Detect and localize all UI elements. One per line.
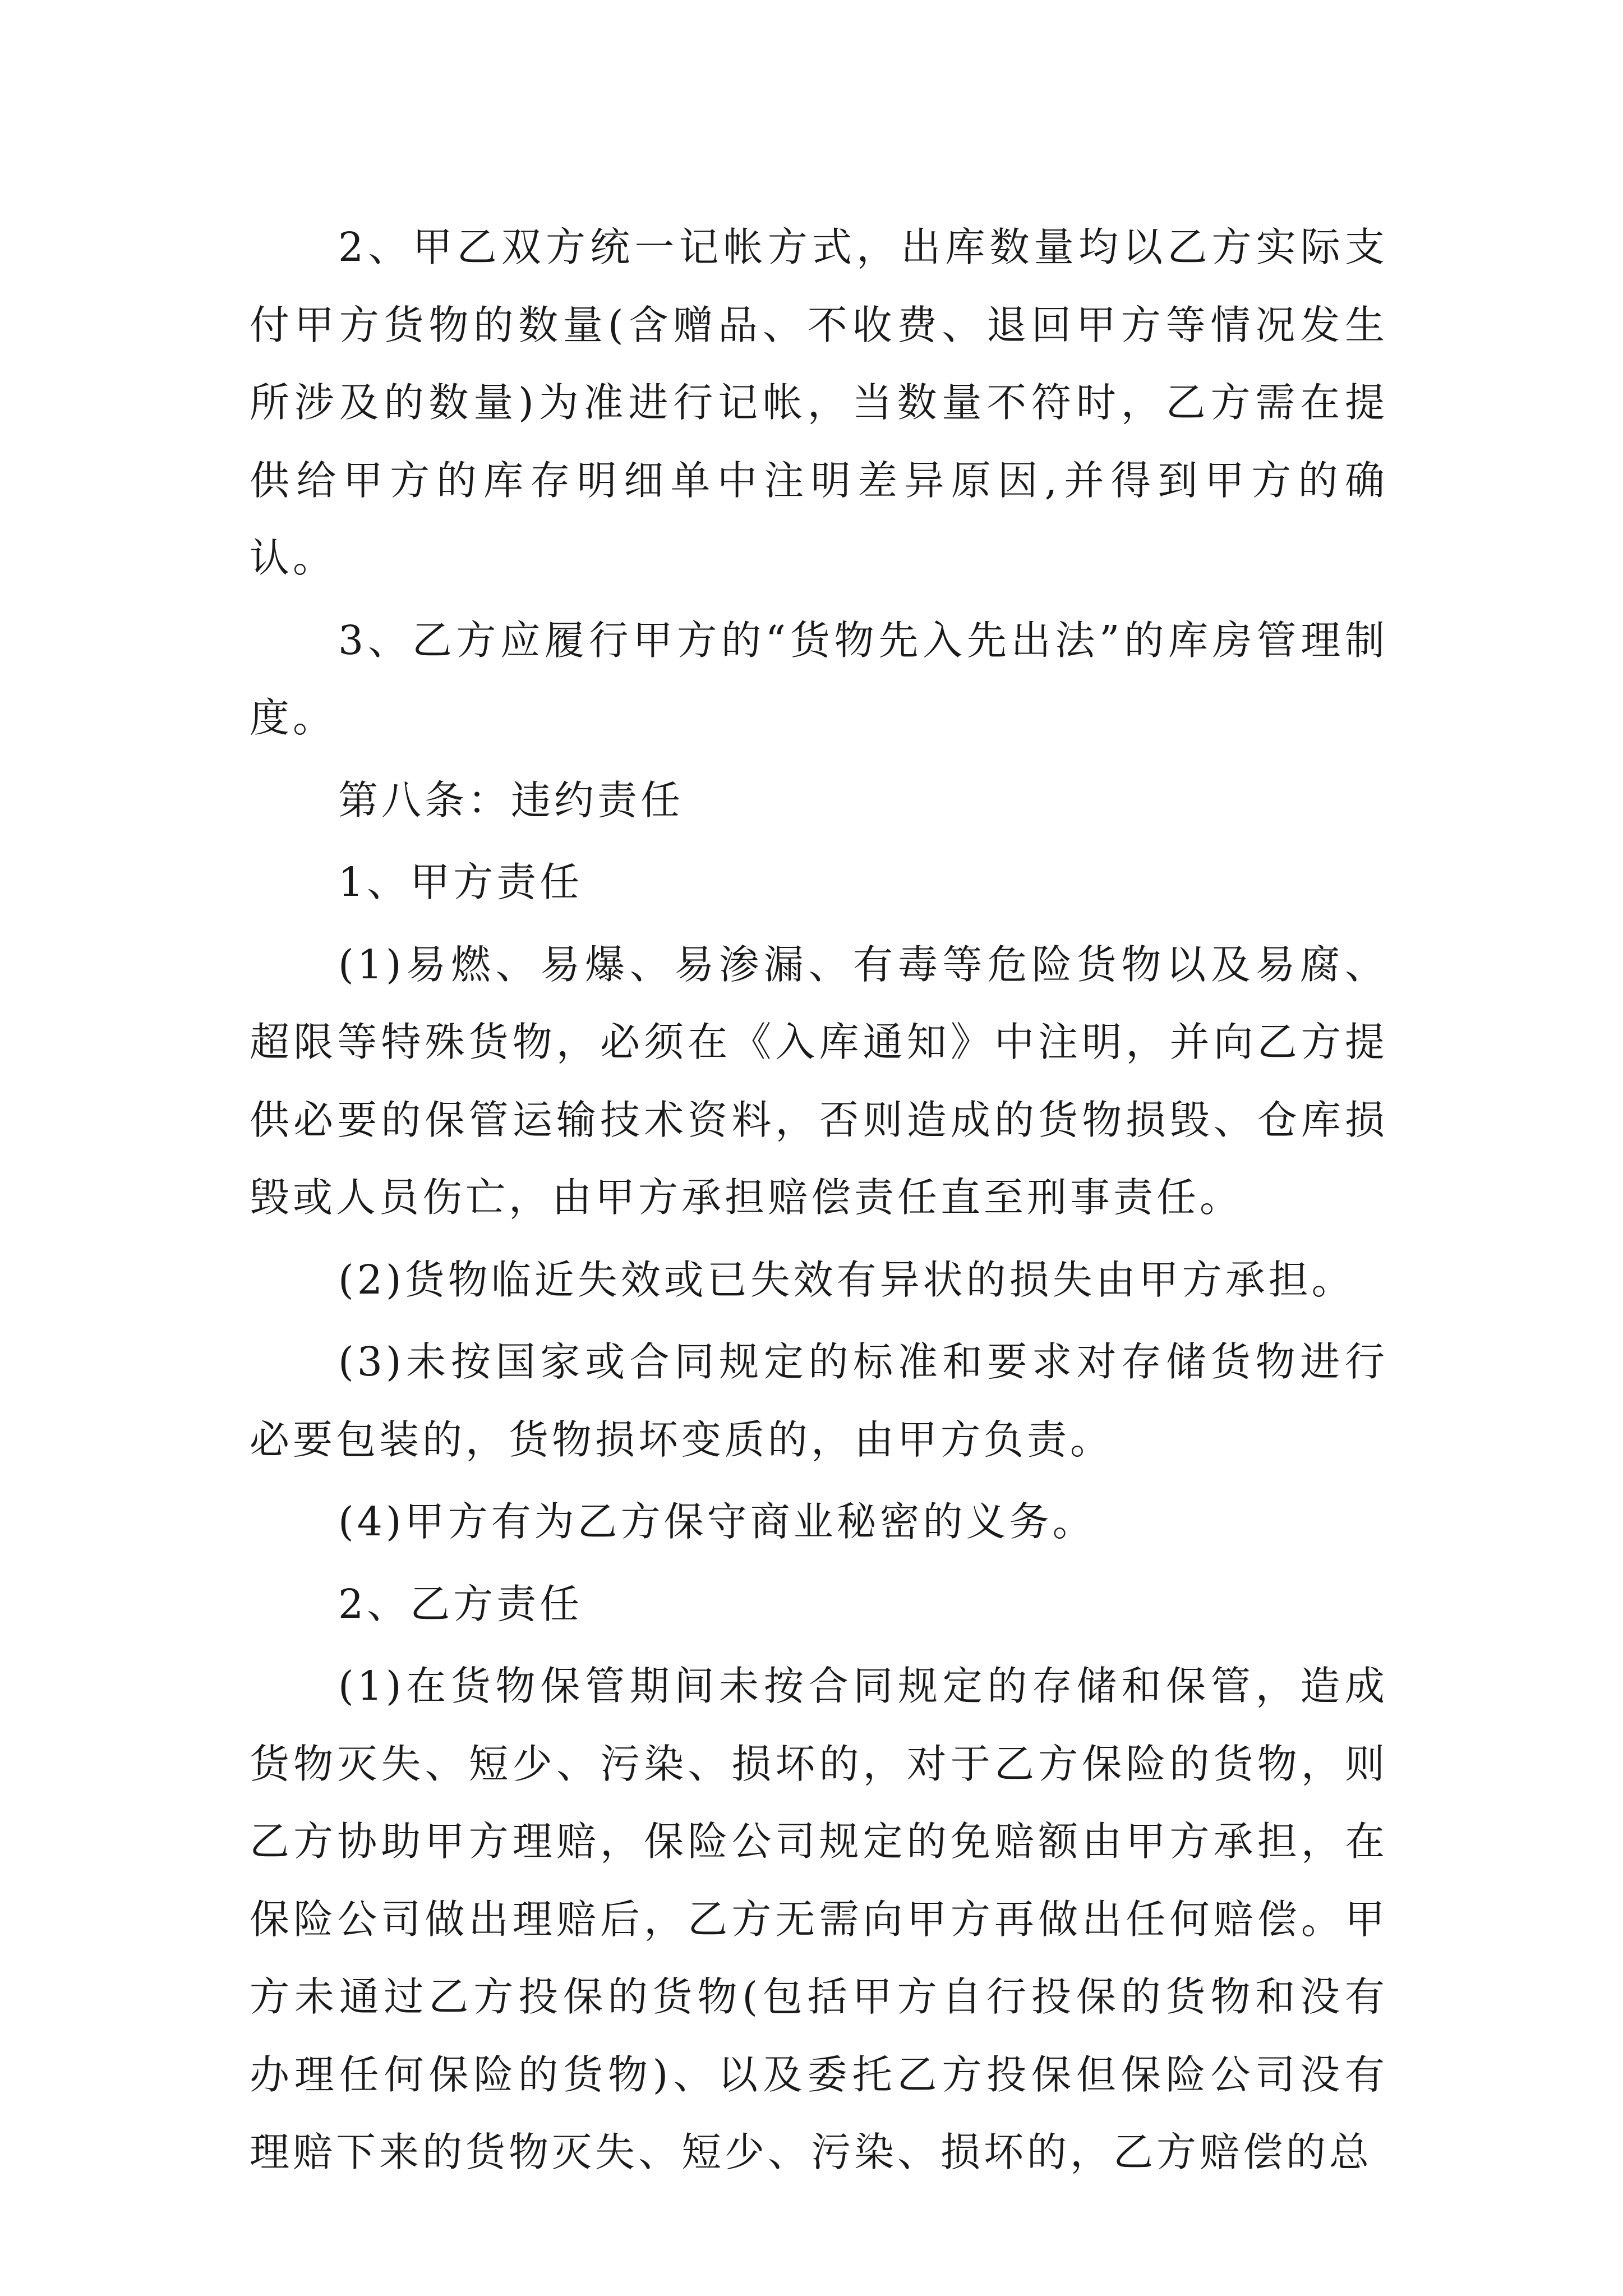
- paragraph-clause-3-fifo: 3、乙方应履行甲方的“货物先入先出法”的库房管理制度。: [250, 616, 1388, 741]
- paragraph-clause-2-accounting: 2、甲乙双方统一记帐方式，出库数量均以乙方实际支付甲方货物的数量(含赠品、不收费、退回甲方等情况发生所涉及的数量)为准进行记帐，当数量不符时，乙方需在提供给甲方的库存明细单中注明差异原因,并得到甲方的确认。: [250, 224, 1388, 581]
- paragraph-b-item-1: (1)在货物保管期间未按合同规定的存储和保管，造成货物灭失、短少、污染、损坏的，对于乙方保险的货物，则乙方协助甲方理赔，保险公司规定的免赔额由甲方承担，在保险公司做出理赔后，乙方无需向甲方再做出任何赔偿。甲方未通过乙方投保的货物(包括甲方自行投保的货物和没有办理任何保险的货物)、以及委托乙方投保但保险公司没有理赔下来的货物灭失、短少、污染、损坏的，乙方赔偿的总: [250, 1663, 1388, 2175]
- paragraph-a-item-4: (4)甲方有为乙方保守商业秘密的义务。: [338, 1498, 1096, 1545]
- subheading-party-b-liability: 2、乙方责任: [338, 1580, 583, 1627]
- paragraph-a-item-2: (2)货物临近失效或已失效有异状的损失由甲方承担。: [338, 1256, 1355, 1303]
- section-heading-article-8: 第八条：违约责任: [338, 776, 684, 823]
- paragraph-a-item-3: (3)未按国家或合同规定的标准和要求对存储货物进行必要包装的，货物损坏变质的，由甲方负责。: [250, 1338, 1388, 1463]
- subheading-party-a-liability: 1、甲方责任: [338, 859, 583, 905]
- document-page: [250, 209, 1388, 2192]
- paragraph-a-item-1: (1)易燃、易爆、易渗漏、有毒等危险货物以及易腐、超限等特殊货物，必须在《入库通知》中注明，并向乙方提供必要的保管运输技术资料，否则造成的货物损毁、仓库损毁或人员伤亡，由甲方承担赔偿责任直至刑事责任。: [250, 941, 1388, 1221]
